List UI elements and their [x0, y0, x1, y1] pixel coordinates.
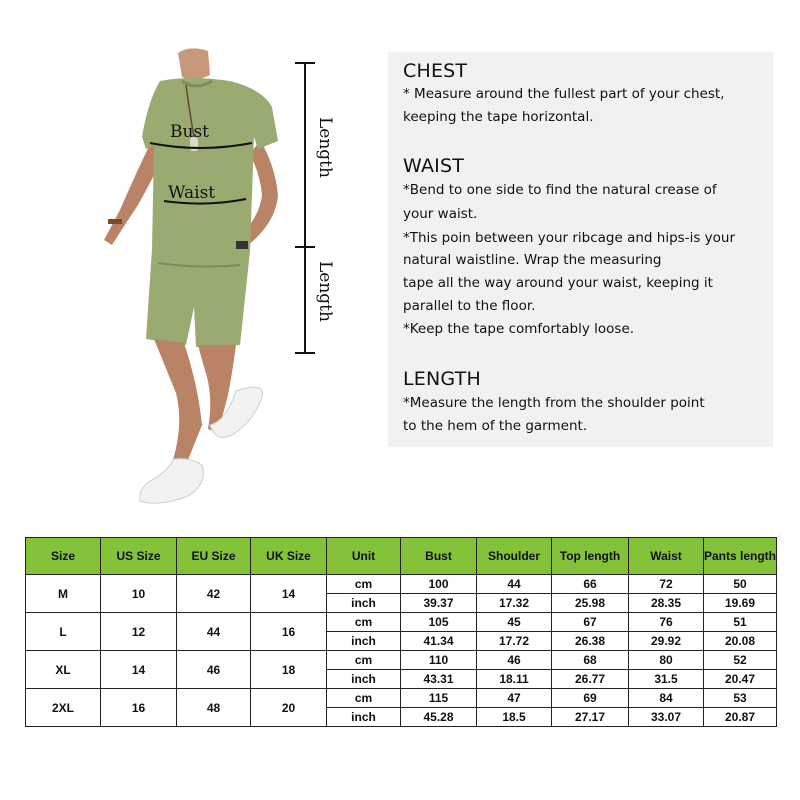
value-cell: 44 [477, 575, 552, 594]
model-left-shoe [140, 459, 204, 504]
header-pants-length: Pants length [704, 538, 777, 575]
uk-size-cell: 14 [251, 575, 327, 613]
size-cell: L [26, 613, 101, 651]
value-cell: 17.32 [477, 594, 552, 613]
eu-size-cell: 44 [177, 613, 251, 651]
waist-title: WAIST [403, 155, 465, 177]
table-row [26, 575, 777, 594]
header-bust: Bust [401, 538, 477, 575]
value-cell: 28.35 [629, 594, 704, 613]
bottom-length-label: Length [315, 261, 335, 322]
unit-cell: inch [327, 708, 401, 727]
chest-line: * Measure around the fullest part of your chest, [403, 86, 725, 102]
header-eu-size: EU Size [177, 538, 251, 575]
table-row [26, 651, 777, 670]
size-cell: XL [26, 651, 101, 689]
value-cell: 68 [552, 651, 629, 670]
model-left-leg [154, 339, 202, 465]
value-cell: 69 [552, 689, 629, 708]
length-rulers [290, 55, 350, 365]
value-cell: 18.11 [477, 670, 552, 689]
value-cell: 18.5 [477, 708, 552, 727]
model-head [178, 48, 210, 79]
value-cell: 105 [401, 613, 477, 632]
waist-line-text: your waist. [403, 206, 478, 222]
unit-cell: inch [327, 632, 401, 651]
value-cell: 46 [477, 651, 552, 670]
size-cell: M [26, 575, 101, 613]
unit-cell: cm [327, 651, 401, 670]
waist-label: Waist [168, 183, 216, 203]
chest-line: keeping the tape horizontal. [403, 109, 594, 125]
value-cell: 19.69 [704, 594, 777, 613]
header-us-size: US Size [101, 538, 177, 575]
waist-line-text: *This poin between your ribcage and hips-is your [403, 230, 736, 246]
value-cell: 50 [704, 575, 777, 594]
unit-cell: cm [327, 575, 401, 594]
table-row [26, 689, 777, 708]
value-cell: 76 [629, 613, 704, 632]
header-uk-size: UK Size [251, 538, 327, 575]
value-cell: 53 [704, 689, 777, 708]
value-cell: 110 [401, 651, 477, 670]
header-waist: Waist [629, 538, 704, 575]
us-size-cell: 10 [101, 575, 177, 613]
us-size-cell: 14 [101, 651, 177, 689]
eu-size-cell: 46 [177, 651, 251, 689]
value-cell: 52 [704, 651, 777, 670]
table-header-row [26, 538, 777, 575]
value-cell: 20.87 [704, 708, 777, 727]
header-unit: Unit [327, 538, 401, 575]
value-cell: 43.31 [401, 670, 477, 689]
value-cell: 20.47 [704, 670, 777, 689]
length-title: LENGTH [403, 368, 481, 390]
value-cell: 66 [552, 575, 629, 594]
value-cell: 51 [704, 613, 777, 632]
size-cell: 2XL [26, 689, 101, 727]
us-size-cell: 16 [101, 689, 177, 727]
value-cell: 115 [401, 689, 477, 708]
uk-size-cell: 20 [251, 689, 327, 727]
uk-size-cell: 16 [251, 613, 327, 651]
value-cell: 25.98 [552, 594, 629, 613]
waist-line-text: *Bend to one side to find the natural crease of [403, 182, 717, 198]
length-line: to the hem of the garment. [403, 418, 588, 434]
us-size-cell: 12 [101, 613, 177, 651]
unit-cell: cm [327, 613, 401, 632]
length-line: *Measure the length from the shoulder point [403, 395, 705, 411]
value-cell: 26.77 [552, 670, 629, 689]
unit-cell: cm [327, 689, 401, 708]
value-cell: 72 [629, 575, 704, 594]
value-cell: 80 [629, 651, 704, 670]
value-cell: 17.72 [477, 632, 552, 651]
top-length-label: Length [315, 117, 335, 178]
uk-size-cell: 18 [251, 651, 327, 689]
value-cell: 41.34 [401, 632, 477, 651]
header-size: Size [26, 538, 101, 575]
value-cell: 29.92 [629, 632, 704, 651]
table-row [26, 613, 777, 632]
unit-cell: inch [327, 594, 401, 613]
size-chart-table [25, 537, 777, 727]
chest-title: CHEST [403, 60, 468, 82]
value-cell: 31.5 [629, 670, 704, 689]
bust-label: Bust [170, 122, 209, 142]
eu-size-cell: 48 [177, 689, 251, 727]
eu-size-cell: 42 [177, 575, 251, 613]
value-cell: 100 [401, 575, 477, 594]
value-cell: 45 [477, 613, 552, 632]
header-top-length: Top length [552, 538, 629, 575]
value-cell: 20.08 [704, 632, 777, 651]
model-illustration [90, 45, 300, 515]
value-cell: 26.38 [552, 632, 629, 651]
waist-line-text: *Keep the tape comfortably loose. [403, 321, 635, 337]
value-cell: 27.17 [552, 708, 629, 727]
value-cell: 67 [552, 613, 629, 632]
value-cell: 39.37 [401, 594, 477, 613]
value-cell: 84 [629, 689, 704, 708]
value-cell: 45.28 [401, 708, 477, 727]
waist-line-text: parallel to the floor. [403, 298, 536, 314]
value-cell: 33.07 [629, 708, 704, 727]
waist-line-text: natural waistline. Wrap the measuring [403, 252, 662, 268]
value-cell: 47 [477, 689, 552, 708]
waist-line-text: tape all the way around your waist, keeping it [403, 275, 713, 291]
unit-cell: inch [327, 670, 401, 689]
header-shoulder: Shoulder [477, 538, 552, 575]
measurement-instructions [388, 52, 773, 447]
